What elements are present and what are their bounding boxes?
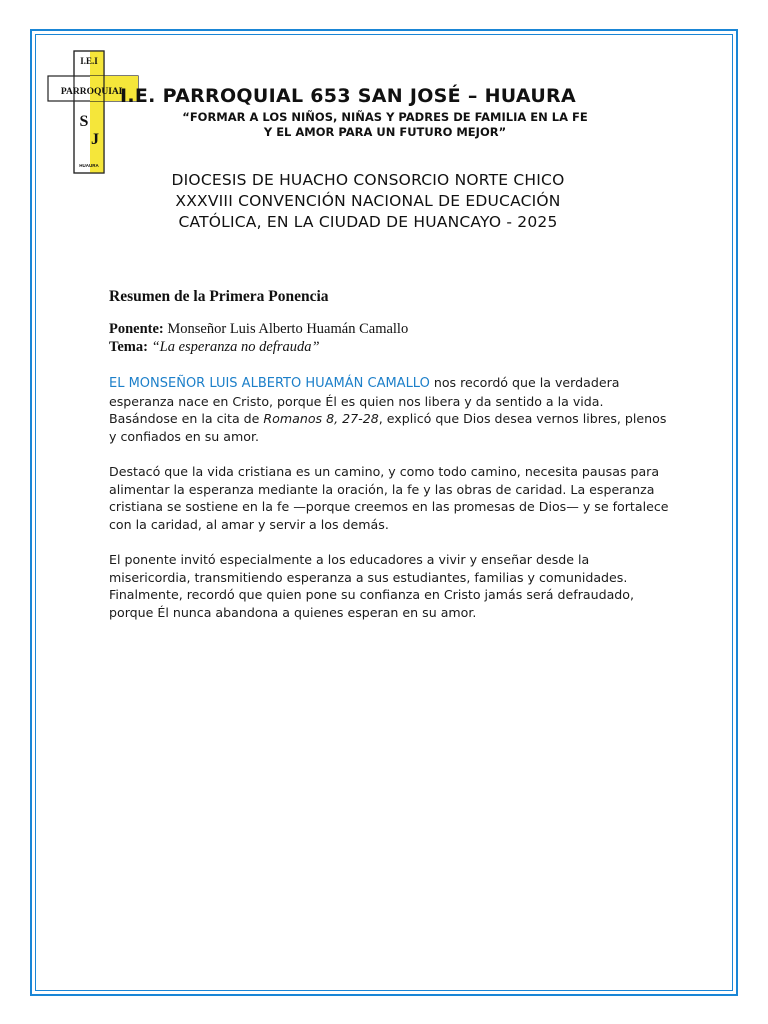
topic-line [109, 338, 669, 356]
event-heading-line: DIOCESIS DE HUACHO CONSORCIO NORTE CHICO [171, 171, 565, 189]
paragraph-text: nos recordó que la verdadera esperanza nace en Cristo, porque Él es quien nos libera y da sentido a la vida. Basándose en la cita de [109, 375, 620, 426]
summary-section [109, 288, 669, 621]
speaker-label: Ponente: [109, 321, 164, 337]
speaker-highlight: EL MONSEÑOR LUIS ALBERTO HUAMÁN CAMALLO [109, 376, 430, 391]
school-motto: “FORMAR A LOS NIÑOS, NIÑAS Y PADRES DE FAMILIA EN LA FE Y EL AMOR PARA UN FUTURO MEJOR” [182, 110, 588, 139]
topic-label: Tema: [109, 339, 148, 355]
school-title: I.E. PARROQUIAL 653 SAN JOSÉ – HUAURA [120, 85, 576, 107]
school-logo [47, 50, 139, 174]
topic-value: “La esperanza no defrauda” [151, 339, 320, 355]
logo-bottom-text: HUAURA [79, 163, 99, 168]
speaker-line [109, 320, 669, 338]
logo-cross-text: PARROQUIAL [60, 87, 126, 97]
summary-title: Resumen de la Primera Ponencia [109, 288, 329, 305]
event-heading-line: CATÓLICA, EN LA CIUDAD DE HUANCAYO - 2025 [178, 213, 558, 231]
logo-letter-s: S [79, 113, 89, 130]
event-heading [120, 170, 616, 233]
bible-citation: Romanos 8, 27-28 [263, 411, 379, 426]
logo-letter-j: J [91, 131, 99, 148]
speaker-name: Monseñor Luis Alberto Huamán Camallo [167, 321, 409, 337]
cross-logo-icon [47, 50, 139, 174]
summary-paragraph: Destacó que la vida cristiana es un camino, y como todo camino, necesita pausas para alimentar la esperanza mediante la oración, la fe y las obras de caridad. La esperanza cristiana se sostiene en la fe —porque creemos en las promesas de Dios— y se fortalece con la caridad, al amar y servir a los demás. [109, 464, 669, 532]
event-heading-line: XXXVIII CONVENCIÓN NACIONAL DE EDUCACIÓN [175, 192, 561, 210]
summary-paragraph [109, 374, 669, 445]
paragraph-text: , explicó que Dios desea vernos libres, plenos y confiados en su amor. [109, 411, 667, 444]
summary-paragraph: El ponente invitó especialmente a los educadores a vivir y enseñar desde la misericordia, transmitiendo esperanza a sus estudiantes, familias y comunidades. Finalmente, recordó que quien pone su confianza en Cristo jamás será defraudado, porque Él nunca abandona a quienes esperan en su amor. [109, 552, 634, 620]
logo-top-text: I.E.I [80, 56, 98, 66]
